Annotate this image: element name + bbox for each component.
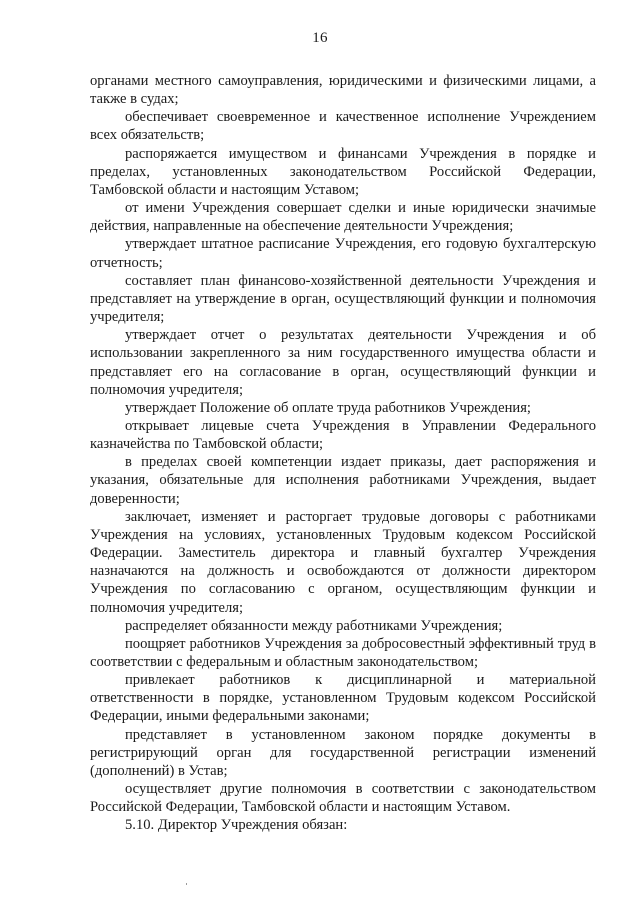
- paragraph: составляет план финансово-хозяйственной деятельности Учреждения и представляет на утверждение в орган, осуществляющий функции и полномочия учредителя;: [90, 272, 596, 326]
- paragraph: органами местного самоуправления, юридическими и физическими лицами, а также в судах;: [90, 73, 596, 108]
- paragraph: осуществляет другие полномочия в соответствии с законодательством Российской Федерации, Тамбовской области и настоящим Уставом.: [90, 781, 596, 816]
- document-body: [90, 72, 596, 835]
- paragraph: утверждает отчет о результатах деятельности Учреждения и об использовании закрепленного за ним государственного имущества области и представляет его на согласование в орган, осуществляющий функции и полномочия учредителя;: [90, 327, 596, 398]
- paragraph: представляет в установленном законом порядке документы в регистрирующий орган для государственной регистрации изменений (дополнений) в Устав;: [90, 726, 596, 779]
- paragraph: заключает, изменяет и расторгает трудовые договоры с работниками Учреждения на условиях, установленных Трудовым кодексом Российской Федерации. Заместитель директора и главный бухгалтер Учреждения назначаются на должность и освобождаются от должности директором Учреждения по согласованию с органом, осуществляющим функции и полномочия учредителя;: [90, 508, 596, 616]
- section-heading: 5.10. Директор Учреждения обязан:: [125, 817, 348, 834]
- paragraph: утверждает штатное расписание Учреждения, его годовую бухгалтерскую отчетность;: [90, 236, 596, 271]
- paragraph: открывает лицевые счета Учреждения в Управлении Федерального казначейства по Тамбовской области;: [90, 417, 596, 453]
- paragraph: распределяет обязанности между работниками Учреждения;: [125, 617, 503, 634]
- paragraph: распоряжается имуществом и финансами Учреждения в порядке и пределах, установленных законодательством Российской Федерации, Тамбовской области и настоящим Уставом;: [90, 145, 596, 198]
- paragraph: утверждает Положение об оплате труда работников Учреждения;: [125, 399, 531, 416]
- paragraph: поощряет работников Учреждения за добросовестный эффективный труд в соответствии с федеральным и областным законодательством;: [90, 635, 596, 670]
- paragraph: обеспечивает своевременное и качественное исполнение Учреждением всех обязательств;: [90, 109, 596, 144]
- page-number: 16: [312, 30, 328, 46]
- scan-artifact: [186, 883, 187, 885]
- paragraph: привлекает работников к дисциплинарной и материальной ответственности в порядке, установленном Трудовым кодексом Российской Федерации, иными федеральными законами;: [90, 672, 596, 725]
- paragraph: от имени Учреждения совершает сделки и иные юридически значимые действия, направленные на обеспечение деятельности Учреждения;: [90, 200, 596, 235]
- paragraph: в пределах своей компетенции издает приказы, дает распоряжения и указания, обязательные для исполнения работниками Учреждения, выдает доверенности;: [90, 454, 596, 507]
